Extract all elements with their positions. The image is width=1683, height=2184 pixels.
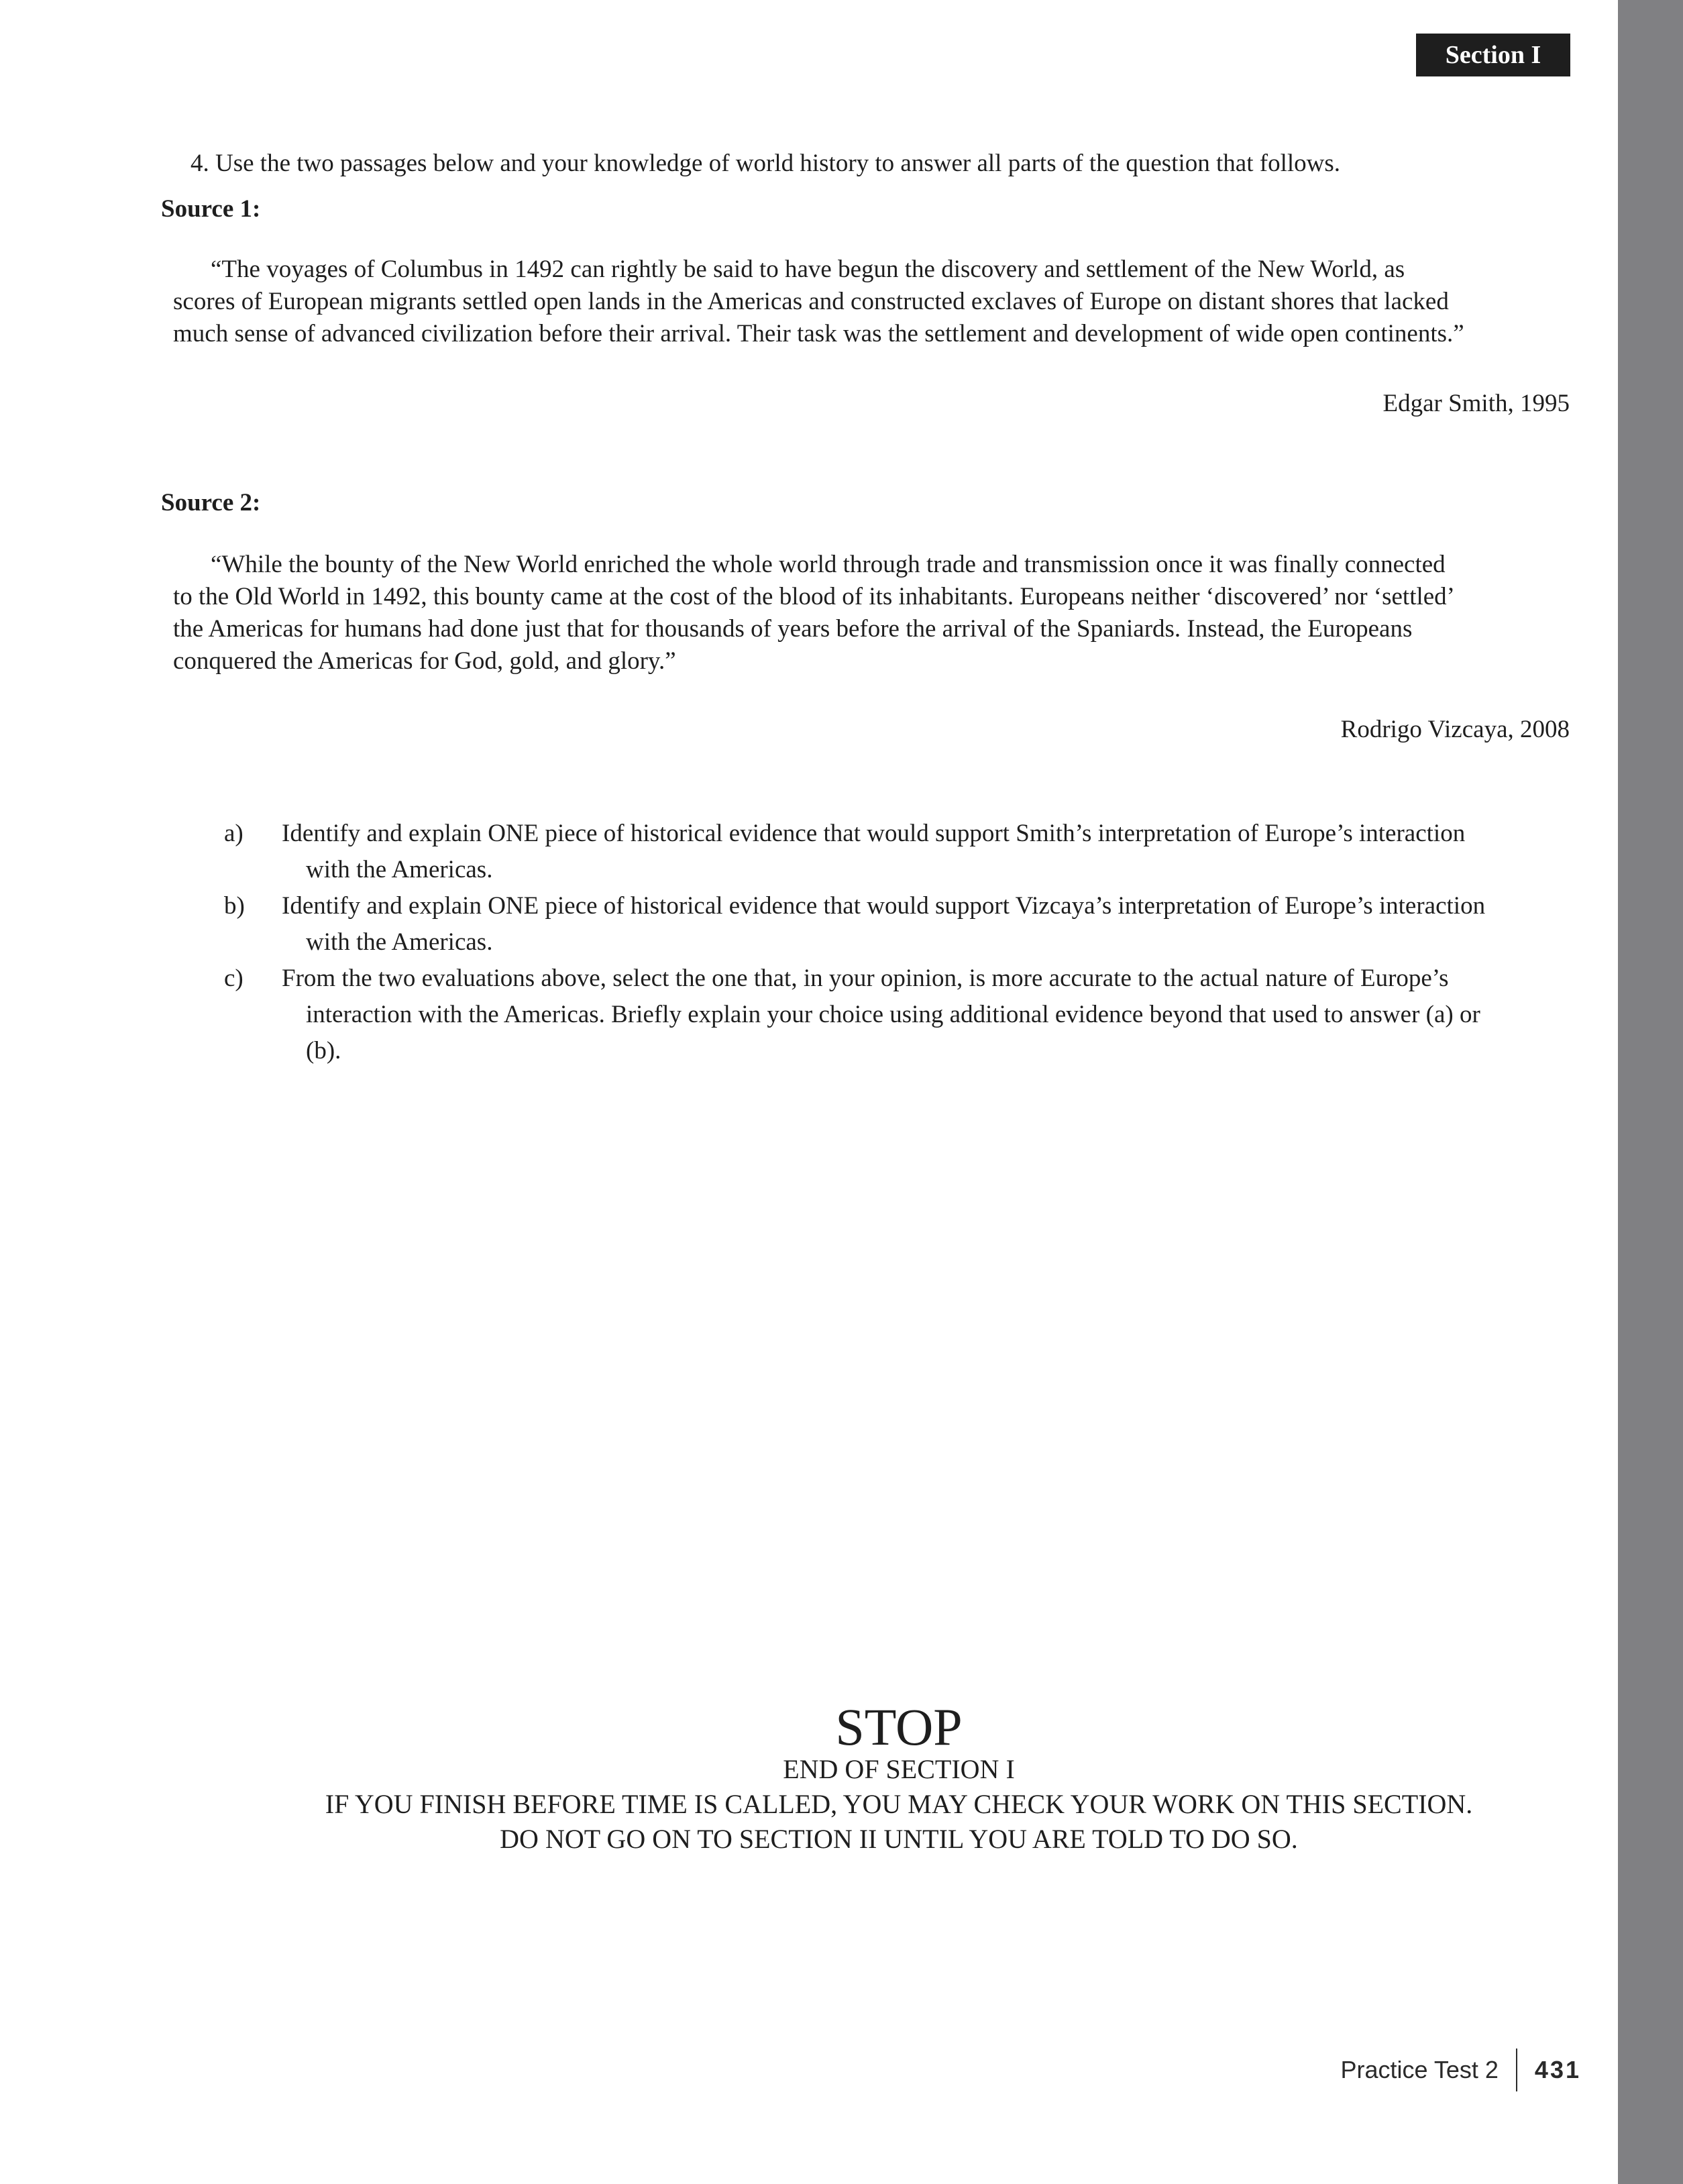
passage-line: scores of European migrants settled open lands in the Americas and constructed exclaves of Europe on distant shores that lacked bbox=[173, 288, 1449, 315]
passage-line: “The voyages of Columbus in 1492 can rightly be said to have begun the discovery and settlement of the New World, as bbox=[211, 256, 1405, 283]
stop-heading: STOP bbox=[835, 1698, 963, 1756]
stop-instruction-2: DO NOT GO ON TO SECTION II UNTIL YOU ARE TOLD TO DO SO. bbox=[500, 1824, 1298, 1854]
task-line: with the Americas. bbox=[306, 928, 493, 956]
task-line: with the Americas. bbox=[306, 856, 493, 883]
question-intro-text: Use the two passages below and your knowledge of world history to answer all parts of the question that follows. bbox=[215, 150, 1340, 177]
task-line: From the two evaluations above, select the one that, in your opinion, is more accurate to the actual nature of Europe’s bbox=[282, 965, 1449, 992]
task-b bbox=[224, 888, 1579, 961]
end-of-section-label: END OF SECTION I bbox=[783, 1754, 1015, 1784]
source-2-passage bbox=[173, 549, 1575, 677]
page-footer bbox=[1340, 2051, 1581, 2089]
passage-line: to the Old World in 1492, this bounty came at the cost of the blood of its inhabitants. Europeans neither ‘discovered’ nor ‘settled’ bbox=[173, 583, 1455, 610]
section-tab: Section I bbox=[1416, 34, 1570, 76]
task-line: Identify and explain ONE piece of historical evidence that would support Smith’s interpretation of Europe’s interaction bbox=[282, 820, 1466, 847]
source-1-label: Source 1: bbox=[161, 195, 261, 223]
passage-line: conquered the Americas for God, gold, and glory.” bbox=[173, 647, 676, 675]
footer-label: Practice Test 2 bbox=[1340, 2056, 1499, 2083]
task-c bbox=[224, 961, 1579, 1069]
footer-divider bbox=[1516, 2049, 1517, 2091]
task-line: (b). bbox=[306, 1037, 341, 1064]
page-number: 431 bbox=[1534, 2056, 1581, 2083]
passage-line: “While the bounty of the New World enriched the whole world through trade and transmission once it was finally connected bbox=[211, 551, 1446, 578]
source-2-attribution: Rodrigo Vizcaya, 2008 bbox=[1340, 716, 1570, 743]
task-marker: a) bbox=[224, 820, 243, 847]
source-1-attribution: Edgar Smith, 1995 bbox=[1382, 390, 1570, 417]
question-number: 4. bbox=[191, 150, 209, 177]
task-line: interaction with the Americas. Briefly explain your choice using additional evidence beyond that used to answer (a) or bbox=[306, 1001, 1480, 1028]
source-1-passage bbox=[173, 254, 1575, 350]
stop-instruction-1: IF YOU FINISH BEFORE TIME IS CALLED, YOU MAY CHECK YOUR WORK ON THIS SECTION. bbox=[325, 1789, 1473, 1819]
task-a bbox=[224, 816, 1579, 888]
task-line: Identify and explain ONE piece of historical evidence that would support Vizcaya’s interpretation of Europe’s interaction bbox=[282, 892, 1486, 920]
task-marker: b) bbox=[224, 892, 245, 920]
source-2-label: Source 2: bbox=[161, 489, 261, 516]
passage-line: the Americas for humans had done just that for thousands of years before the arrival of the Spaniards. Instead, the Europeans bbox=[173, 615, 1413, 643]
passage-line: much sense of advanced civilization before their arrival. Their task was the settlement and development of wide open continents.” bbox=[173, 320, 1464, 347]
question-prompt bbox=[191, 148, 1572, 180]
task-marker: c) bbox=[224, 965, 243, 992]
